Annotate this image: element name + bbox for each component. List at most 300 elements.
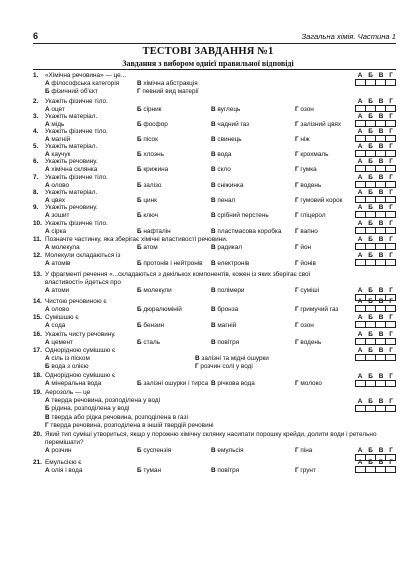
answer-checkbox[interactable]	[356, 136, 366, 141]
answer-letter: В	[378, 331, 384, 338]
answer-grid-letters	[355, 373, 396, 380]
answer-checkbox[interactable]	[356, 322, 366, 327]
page-subtitle: Завдання з вибором однієї правильної відповіді	[122, 59, 294, 68]
answer-option: А олія і вода	[45, 467, 83, 475]
answer-letter: Б	[368, 331, 374, 338]
question-number: 6.	[33, 158, 39, 165]
question-number: 7.	[33, 174, 39, 181]
answer-option: В хімічна абстракція	[137, 80, 198, 88]
answer-option: Г гліцерол	[295, 212, 326, 220]
question-text: Укажіть фізичне тіло.	[45, 220, 108, 227]
answer-checkbox[interactable]	[356, 121, 366, 126]
answer-letter: А	[357, 220, 363, 227]
answer-letter: А	[357, 189, 363, 196]
answer-option: Г суміші	[295, 287, 320, 295]
answer-option: А магній	[45, 136, 71, 144]
answer-grid-letters	[355, 113, 396, 120]
answer-grid	[355, 347, 396, 361]
answer-letter: Г	[389, 158, 394, 165]
answer-option: В повітря	[211, 467, 240, 475]
answer-checkbox[interactable]	[376, 244, 386, 249]
question-text: Однорідною сумішшю є	[45, 347, 116, 354]
answer-option: А молекула	[45, 244, 80, 252]
answer-grid-letters	[355, 331, 396, 338]
answer-checkbox[interactable]	[376, 467, 386, 472]
answer-letter: А	[357, 287, 363, 294]
answer-option: А олово	[45, 306, 70, 314]
question-text: Укажіть фізичне тіло.	[45, 98, 108, 105]
answer-grid-letters	[355, 236, 396, 243]
answer-option: В бронза	[211, 306, 239, 314]
answer-letter: А	[357, 72, 363, 79]
answer-grid	[355, 98, 396, 112]
title-divider	[33, 69, 396, 70]
question-number: 21.	[33, 459, 42, 466]
answer-checkbox[interactable]	[356, 212, 366, 217]
answer-checkbox[interactable]	[366, 182, 376, 187]
question-text: Укажіть матеріал.	[45, 113, 98, 120]
answer-checkbox[interactable]	[366, 322, 376, 327]
answer-letter: Г	[389, 347, 394, 354]
answer-grid-letters	[355, 204, 396, 211]
answer-letter: В	[378, 158, 384, 165]
answer-option: В скло	[211, 166, 231, 174]
answer-boxes	[355, 338, 396, 345]
question-number: 12.	[33, 252, 42, 259]
answer-checkbox[interactable]	[386, 260, 395, 265]
answer-letter: А	[357, 447, 363, 454]
answer-option: Б атом	[137, 244, 158, 252]
answer-letter: Б	[368, 174, 374, 181]
question-number: 9.	[33, 204, 39, 211]
answer-checkbox[interactable]	[356, 467, 366, 472]
answer-checkbox[interactable]	[356, 228, 366, 233]
answer-checkbox[interactable]	[376, 151, 386, 156]
answer-grid-letters	[355, 158, 396, 165]
answer-option: А каучук	[45, 151, 71, 159]
answer-checkbox[interactable]	[366, 467, 376, 472]
answer-checkbox[interactable]	[366, 355, 376, 360]
answer-checkbox[interactable]	[366, 381, 376, 386]
answer-checkbox[interactable]	[366, 260, 376, 265]
answer-letter: Б	[368, 347, 374, 354]
answer-letter: Б	[368, 373, 374, 380]
question-text: Укажіть чисту речовину.	[45, 331, 116, 338]
answer-checkbox[interactable]	[386, 339, 395, 344]
answer-option: Г грунт	[295, 467, 316, 475]
answer-option: Б залізні ошурки і тирса	[137, 380, 209, 388]
answer-checkbox[interactable]	[366, 306, 376, 311]
answer-letter: В	[378, 189, 384, 196]
answer-checkbox[interactable]	[366, 121, 376, 126]
answer-letter: А	[357, 128, 363, 135]
answer-letter: Г	[389, 189, 394, 196]
answer-option: Б нафталін	[137, 228, 171, 236]
question-text: У фрагменті речення «...складаються з декількох компонентів, кожен із яких зберігає свої властивості» йдеться про	[45, 271, 311, 287]
answer-option: Г гумовий корок	[295, 197, 343, 205]
answer-option: Б протонів і нейтронів	[137, 260, 203, 268]
answer-checkbox[interactable]	[386, 322, 395, 327]
question-number: 17.	[33, 347, 42, 354]
answer-checkbox[interactable]	[386, 244, 395, 249]
answer-option: Г розчин солі у воді	[195, 363, 253, 371]
answer-letter: В	[378, 143, 384, 150]
answer-checkbox[interactable]	[376, 197, 386, 202]
answer-option: Г водень	[295, 182, 322, 190]
answer-boxes	[355, 120, 396, 127]
answer-option: Г гумка	[295, 166, 317, 174]
answer-option: В сніжинка	[211, 182, 244, 190]
answer-checkbox[interactable]	[376, 260, 386, 265]
answer-option: В вода	[211, 151, 232, 159]
answer-option: Б фізичний об'єкт	[45, 88, 98, 96]
question-number: 18.	[33, 372, 42, 379]
answer-checkbox[interactable]	[376, 322, 386, 327]
answer-grid-letters	[355, 347, 396, 354]
answer-option: А атоми	[45, 287, 70, 295]
answer-checkbox[interactable]	[356, 355, 366, 360]
question-number: 10.	[33, 220, 42, 227]
question-number: 20.	[33, 431, 42, 438]
answer-letter: Г	[389, 113, 394, 120]
answer-checkbox[interactable]	[376, 406, 386, 411]
answer-checkbox[interactable]	[386, 136, 395, 141]
answer-option: В радикал	[211, 244, 243, 252]
answer-grid	[355, 143, 396, 157]
answer-letter: В	[378, 373, 384, 380]
answer-option: В річкова вода	[211, 380, 255, 388]
answer-boxes	[355, 466, 396, 473]
answer-option: В вуглець	[211, 106, 241, 114]
answer-option: Б ключ	[137, 212, 158, 220]
answer-checkbox[interactable]	[366, 80, 376, 85]
answer-checkbox[interactable]	[356, 197, 366, 202]
answer-checkbox[interactable]	[386, 381, 395, 386]
answer-grid	[355, 189, 396, 203]
answer-option: В залізні та мідні ошурки	[195, 355, 269, 363]
answer-checkbox[interactable]	[376, 306, 386, 311]
answer-checkbox[interactable]	[366, 197, 376, 202]
answer-letter: Б	[368, 113, 374, 120]
answer-grid	[355, 314, 396, 328]
question-text: Укажіть матеріал.	[45, 143, 98, 150]
answer-letter: А	[357, 298, 363, 305]
answer-checkbox[interactable]	[356, 406, 366, 411]
answer-letter: Б	[368, 128, 374, 135]
answer-option: В магній	[211, 322, 237, 330]
answer-letter: А	[357, 204, 363, 211]
question-text: Однорідною сумішшю є	[45, 372, 116, 379]
answer-checkbox[interactable]	[376, 182, 386, 187]
answer-grid-letters	[355, 314, 396, 321]
answer-checkbox[interactable]	[376, 212, 386, 217]
question-text: Сумішшю є	[45, 314, 79, 321]
answer-boxes	[355, 243, 396, 250]
question-number: 16.	[33, 331, 42, 338]
answer-letter: Б	[368, 314, 374, 321]
answer-letter: Г	[389, 72, 394, 79]
question-number: 2.	[33, 98, 39, 105]
answer-letter: В	[378, 72, 384, 79]
question-text: Емульсією є	[45, 459, 82, 466]
answer-letter: Б	[368, 252, 374, 259]
answer-grid	[355, 220, 396, 234]
answer-grid-letters	[355, 143, 396, 150]
answer-option: Б суспензія	[137, 447, 172, 455]
answer-letter: Г	[389, 398, 394, 405]
answer-letter: Б	[368, 447, 374, 454]
answer-checkbox[interactable]	[386, 182, 395, 187]
answer-option: Б хлоэнь	[137, 151, 165, 159]
answer-checkbox[interactable]	[386, 306, 395, 311]
answer-option: Г гримучий газ	[295, 306, 339, 314]
answer-grid	[355, 174, 396, 188]
answer-boxes	[355, 259, 396, 266]
answer-letter: Г	[389, 447, 394, 454]
answer-boxes	[355, 165, 396, 172]
question-text: Позначте частинку, яка зберігає хімічні властивості речовини.	[45, 236, 228, 243]
answer-grid-letters	[355, 128, 396, 135]
answer-letter: В	[378, 298, 384, 305]
answer-checkbox[interactable]	[386, 80, 395, 85]
answer-checkbox[interactable]	[366, 228, 376, 233]
answer-option: Г піна	[295, 447, 313, 455]
answer-letter: В	[378, 347, 384, 354]
answer-letter: В	[378, 459, 384, 466]
answer-checkbox[interactable]	[386, 355, 395, 360]
answer-checkbox[interactable]	[376, 166, 386, 171]
answer-letter: В	[378, 287, 384, 294]
answer-checkbox[interactable]	[386, 121, 395, 126]
running-title: Загальна хімія. Частина 1	[301, 32, 396, 41]
answer-grid-letters	[355, 220, 396, 227]
answer-checkbox[interactable]	[376, 80, 386, 85]
answer-option: Б рідина, розподілена у воді	[45, 405, 130, 413]
question-number: 8.	[33, 189, 39, 196]
answer-grid	[355, 128, 396, 142]
answer-letter: Б	[368, 72, 374, 79]
answer-checkbox[interactable]	[356, 244, 366, 249]
answer-option: Б вода з олією	[45, 363, 89, 371]
answer-option: Б туман	[137, 467, 161, 475]
answer-checkbox[interactable]	[376, 381, 386, 386]
answer-option: В полімери	[211, 287, 245, 295]
answer-option: Г вапно	[295, 228, 318, 236]
answer-checkbox[interactable]	[386, 197, 395, 202]
answer-option: Б цинк	[137, 197, 157, 205]
answer-checkbox[interactable]	[366, 339, 376, 344]
answer-checkbox[interactable]	[356, 166, 366, 171]
answer-checkbox[interactable]	[376, 121, 386, 126]
answer-grid	[355, 252, 396, 266]
answer-letter: А	[357, 252, 363, 259]
answer-checkbox[interactable]	[386, 406, 395, 411]
answer-letter: Г	[389, 373, 394, 380]
answer-grid-letters	[355, 459, 396, 466]
question-text: Укажіть матеріал.	[45, 189, 98, 196]
answer-letter: В	[378, 314, 384, 321]
answer-boxes	[355, 150, 396, 157]
answer-letter: А	[357, 113, 363, 120]
answer-option: А олово	[45, 182, 70, 190]
answer-option: Г залізний цвях	[295, 121, 342, 129]
answer-letter: Г	[389, 220, 394, 227]
answer-letter: Г	[389, 98, 394, 105]
answer-option: Г тверда речовина, розподілена в іншій твердій речовині	[45, 421, 214, 429]
answer-letter: В	[378, 447, 384, 454]
answer-grid-letters	[355, 447, 396, 454]
answer-letter: А	[357, 373, 363, 380]
answer-boxes	[355, 227, 396, 234]
answer-grid	[355, 113, 396, 127]
answer-grid-letters	[355, 252, 396, 259]
answer-letter: Б	[368, 459, 374, 466]
answer-checkbox[interactable]	[356, 106, 366, 111]
answer-checkbox[interactable]	[386, 228, 395, 233]
answer-checkbox[interactable]	[356, 182, 366, 187]
answer-checkbox[interactable]	[356, 339, 366, 344]
answer-letter: Г	[389, 204, 394, 211]
answer-letter: В	[378, 98, 384, 105]
answer-option: В пластмасова коробка	[211, 228, 282, 236]
answer-checkbox[interactable]	[376, 355, 386, 360]
answer-letter: Г	[389, 252, 394, 259]
answer-boxes	[355, 405, 396, 412]
answer-letter: Б	[368, 398, 374, 405]
answer-grid-letters	[355, 298, 396, 305]
answer-checkbox[interactable]	[386, 212, 395, 217]
answer-option: А зошит	[45, 212, 70, 220]
answer-checkbox[interactable]	[366, 106, 376, 111]
answer-option: А цвях	[45, 197, 66, 205]
answer-boxes	[355, 135, 396, 142]
answer-option: А філософська категорія	[45, 80, 120, 88]
question-text: Укажіть речовину.	[45, 204, 98, 211]
answer-letter: Б	[368, 204, 374, 211]
answer-checkbox[interactable]	[386, 166, 395, 171]
answer-grid	[355, 236, 396, 250]
answer-option: Б сірник	[137, 106, 162, 114]
answer-boxes	[355, 211, 396, 218]
answer-checkbox[interactable]	[366, 212, 376, 217]
answer-grid	[355, 158, 396, 172]
question-number: 4.	[33, 128, 39, 135]
answer-checkbox[interactable]	[366, 244, 376, 249]
answer-checkbox[interactable]	[366, 166, 376, 171]
answer-checkbox[interactable]	[356, 151, 366, 156]
page-header	[33, 31, 396, 44]
answer-option: В чадний газ	[211, 121, 250, 129]
answer-letter: А	[357, 398, 363, 405]
answer-grid	[355, 459, 396, 473]
answer-letter: Б	[368, 220, 374, 227]
answer-checkbox[interactable]	[356, 306, 366, 311]
answer-letter: А	[357, 347, 363, 354]
answer-option: Б сталь	[137, 339, 161, 347]
answer-letter: А	[357, 314, 363, 321]
question-number: 3.	[33, 113, 39, 120]
answer-option: В електронів	[211, 260, 250, 268]
answer-letter: Б	[368, 158, 374, 165]
answer-letter: А	[357, 98, 363, 105]
answer-checkbox[interactable]	[356, 80, 366, 85]
answer-option: А сірка	[45, 228, 67, 236]
answer-option: Г озон	[295, 322, 314, 330]
answer-option: В срібний перстень	[211, 212, 269, 220]
answer-option: В повітря	[211, 339, 240, 347]
answer-option: Г крохмаль	[295, 151, 329, 159]
answer-option: А розчин	[45, 447, 72, 455]
answer-option: В тверда або рідка речовина, розподілена в газі	[45, 413, 188, 421]
question-text: Укажіть фізичне тіло.	[45, 174, 108, 181]
answer-checkbox[interactable]	[376, 106, 386, 111]
answer-option: А мідь	[45, 121, 65, 129]
answer-option: А оцет	[45, 106, 65, 114]
answer-grid-letters	[355, 98, 396, 105]
answer-checkbox[interactable]	[366, 151, 376, 156]
answer-boxes	[355, 105, 396, 112]
question-text: Укажіть фізичне тіло.	[45, 128, 108, 135]
answer-letter: Г	[389, 143, 394, 150]
answer-letter: В	[378, 113, 384, 120]
answer-boxes	[355, 305, 396, 312]
answer-letter: А	[357, 331, 363, 338]
answer-letter: Г	[389, 459, 394, 466]
answer-checkbox[interactable]	[386, 151, 395, 156]
answer-checkbox[interactable]	[376, 228, 386, 233]
answer-letter: А	[357, 174, 363, 181]
answer-letter: В	[378, 128, 384, 135]
answer-checkbox[interactable]	[356, 260, 366, 265]
answer-grid	[355, 398, 396, 412]
question-text: Молекули складаються із	[45, 252, 121, 259]
answer-boxes	[355, 380, 396, 387]
question-text: Чистою речовиною є	[45, 298, 107, 305]
answer-option: Б пісок	[137, 136, 158, 144]
answer-option: Г молоко	[295, 380, 322, 388]
answer-boxes	[355, 354, 396, 361]
answer-checkbox[interactable]	[376, 339, 386, 344]
answer-checkbox[interactable]	[376, 136, 386, 141]
answer-letter: Г	[389, 236, 394, 243]
question-text: Який тип суміші утвориться, якщо у порожню хімічну склянку насипати порошку крейди, долити води і ретельно перемішати?	[45, 431, 377, 447]
answer-option: Г ніж	[295, 136, 310, 144]
question-number: 19.	[33, 389, 42, 396]
answer-letter: Г	[389, 298, 394, 305]
answer-grid-letters	[355, 174, 396, 181]
answer-option: Г озон	[295, 106, 314, 114]
answer-checkbox[interactable]	[366, 136, 376, 141]
answer-grid	[355, 72, 396, 86]
answer-letter: Б	[368, 98, 374, 105]
answer-checkbox[interactable]	[386, 106, 395, 111]
answer-option: Б бензин	[137, 322, 165, 330]
answer-letter: Б	[368, 143, 374, 150]
page-title: ТЕСТОВІ ЗАВДАННЯ №1	[142, 46, 274, 57]
answer-letter: В	[378, 236, 384, 243]
answer-checkbox[interactable]	[366, 406, 376, 411]
answer-boxes	[355, 181, 396, 188]
answer-option: Г водень	[295, 339, 322, 347]
answer-letter: В	[378, 204, 384, 211]
answer-checkbox[interactable]	[386, 467, 395, 472]
answer-letter: А	[357, 236, 363, 243]
answer-option: Г йонів	[295, 260, 316, 268]
answer-checkbox[interactable]	[356, 381, 366, 386]
answer-letter: Б	[368, 236, 374, 243]
question-text: Укажіть речовину.	[45, 158, 98, 165]
answer-option: В свинець	[211, 136, 242, 144]
